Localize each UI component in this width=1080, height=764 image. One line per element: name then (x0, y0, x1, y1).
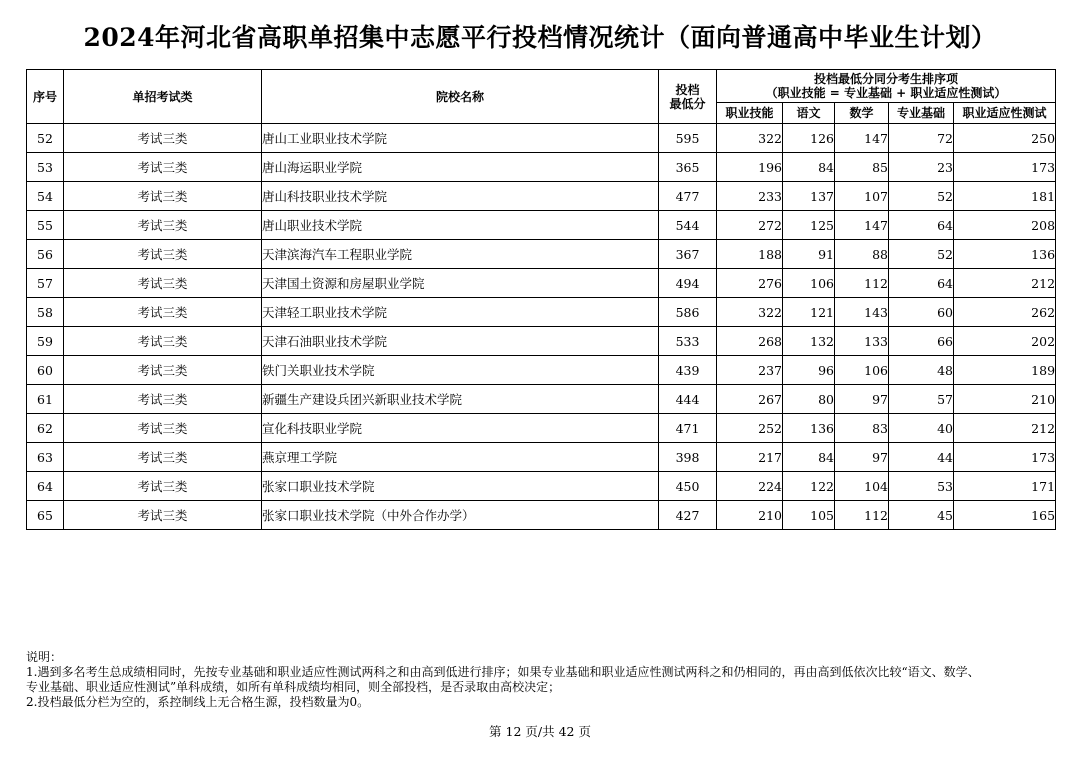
header-tie-group (717, 70, 1056, 103)
cell-base: 72 (889, 124, 954, 153)
cell-aptitude: 189 (954, 356, 1056, 385)
cell-aptitude: 173 (954, 443, 1056, 472)
header-math: 数学 (835, 103, 889, 124)
cell-chinese: 122 (783, 472, 835, 501)
cell-min-score: 586 (659, 298, 717, 327)
cell-math: 106 (835, 356, 889, 385)
cell-min-score: 595 (659, 124, 717, 153)
table-row (27, 327, 1056, 356)
cell-aptitude: 136 (954, 240, 1056, 269)
cell-min-score: 494 (659, 269, 717, 298)
table-row (27, 414, 1056, 443)
cell-category: 考试三类 (64, 153, 262, 182)
cell-min-score: 444 (659, 385, 717, 414)
cell-chinese: 91 (783, 240, 835, 269)
cell-skill: 237 (717, 356, 783, 385)
cell-school: 天津轻工职业技术学院 (262, 298, 659, 327)
cell-seq: 53 (27, 153, 64, 182)
cell-school: 燕京理工学院 (262, 443, 659, 472)
cell-base: 45 (889, 501, 954, 530)
table-row (27, 472, 1056, 501)
header-base: 专业基础 (889, 103, 954, 124)
cell-seq: 60 (27, 356, 64, 385)
cell-chinese: 96 (783, 356, 835, 385)
cell-aptitude: 181 (954, 182, 1056, 211)
notes (26, 650, 1056, 710)
table-row (27, 182, 1056, 211)
cell-seq: 61 (27, 385, 64, 414)
cell-chinese: 106 (783, 269, 835, 298)
header-school: 院校名称 (262, 70, 659, 124)
cell-base: 40 (889, 414, 954, 443)
cell-base: 64 (889, 269, 954, 298)
cell-base: 57 (889, 385, 954, 414)
cell-skill: 272 (717, 211, 783, 240)
cell-min-score: 398 (659, 443, 717, 472)
cell-seq: 62 (27, 414, 64, 443)
cell-min-score: 365 (659, 153, 717, 182)
cell-base: 52 (889, 240, 954, 269)
cell-base: 64 (889, 211, 954, 240)
cell-chinese: 136 (783, 414, 835, 443)
cell-skill: 322 (717, 124, 783, 153)
cell-seq: 64 (27, 472, 64, 501)
cell-category: 考试三类 (64, 356, 262, 385)
cell-category: 考试三类 (64, 298, 262, 327)
cell-school: 唐山工业职业技术学院 (262, 124, 659, 153)
cell-aptitude: 208 (954, 211, 1056, 240)
cell-base: 44 (889, 443, 954, 472)
cell-min-score: 367 (659, 240, 717, 269)
cell-chinese: 126 (783, 124, 835, 153)
cell-min-score: 533 (659, 327, 717, 356)
cell-school: 唐山科技职业技术学院 (262, 182, 659, 211)
notes-heading: 说明： (26, 650, 63, 664)
notes-line-1: 1.遇到多名考生总成绩相同时，先按专业基础和职业适应性测试两科之和由高到低进行排序；如果专业基础和职业适应性测试两科之和仍相同的，再由高到低依次比较“语文、数学、 (26, 665, 980, 679)
cell-math: 147 (835, 124, 889, 153)
table-row (27, 269, 1056, 298)
cell-school: 新疆生产建设兵团兴新职业技术学院 (262, 385, 659, 414)
cell-chinese: 84 (783, 153, 835, 182)
cell-math: 83 (835, 414, 889, 443)
cell-base: 53 (889, 472, 954, 501)
cell-aptitude: 165 (954, 501, 1056, 530)
cell-base: 48 (889, 356, 954, 385)
cell-chinese: 137 (783, 182, 835, 211)
header-tie-group-line2: （职业技能 = 专业基础 + 职业适应性测试） (765, 86, 1007, 100)
cell-seq: 58 (27, 298, 64, 327)
cell-aptitude: 250 (954, 124, 1056, 153)
cell-skill: 276 (717, 269, 783, 298)
cell-seq: 63 (27, 443, 64, 472)
cell-category: 考试三类 (64, 182, 262, 211)
cell-seq: 56 (27, 240, 64, 269)
cell-category: 考试三类 (64, 385, 262, 414)
table-row (27, 153, 1056, 182)
cell-math: 97 (835, 443, 889, 472)
cell-school: 张家口职业技术学院（中外合作办学） (262, 501, 659, 530)
cell-min-score: 471 (659, 414, 717, 443)
cell-category: 考试三类 (64, 443, 262, 472)
header-chinese: 语文 (783, 103, 835, 124)
cell-school: 铁门关职业技术学院 (262, 356, 659, 385)
header-min-score: 投档 最低分 (659, 70, 717, 124)
cell-chinese: 121 (783, 298, 835, 327)
cell-math: 85 (835, 153, 889, 182)
header-aptitude: 职业适应性测试 (954, 103, 1056, 124)
cell-aptitude: 212 (954, 414, 1056, 443)
page-footer: 第 12 页/共 42 页 (489, 724, 591, 739)
cell-seq: 55 (27, 211, 64, 240)
cell-school: 唐山海运职业学院 (262, 153, 659, 182)
cell-math: 112 (835, 269, 889, 298)
header-seq: 序号 (27, 70, 64, 124)
table-row (27, 501, 1056, 530)
cell-math: 97 (835, 385, 889, 414)
cell-chinese: 80 (783, 385, 835, 414)
cell-skill: 268 (717, 327, 783, 356)
cell-skill: 233 (717, 182, 783, 211)
cell-seq: 57 (27, 269, 64, 298)
cell-min-score: 544 (659, 211, 717, 240)
cell-skill: 188 (717, 240, 783, 269)
table-row (27, 298, 1056, 327)
cell-chinese: 132 (783, 327, 835, 356)
cell-category: 考试三类 (64, 240, 262, 269)
cell-skill: 217 (717, 443, 783, 472)
cell-skill: 210 (717, 501, 783, 530)
cell-category: 考试三类 (64, 501, 262, 530)
cell-aptitude: 262 (954, 298, 1056, 327)
notes-line-3: 2.投档最低分栏为空的，系控制线上无合格生源，投档数量为0。 (26, 695, 370, 709)
cell-school: 天津国土资源和房屋职业学院 (262, 269, 659, 298)
cell-school: 唐山职业技术学院 (262, 211, 659, 240)
cell-base: 23 (889, 153, 954, 182)
cell-seq: 59 (27, 327, 64, 356)
cell-school: 张家口职业技术学院 (262, 472, 659, 501)
cell-school: 宣化科技职业学院 (262, 414, 659, 443)
cell-math: 88 (835, 240, 889, 269)
cell-school: 天津石油职业技术学院 (262, 327, 659, 356)
cell-skill: 322 (717, 298, 783, 327)
cell-seq: 54 (27, 182, 64, 211)
cell-min-score: 427 (659, 501, 717, 530)
cell-seq: 65 (27, 501, 64, 530)
cell-chinese: 125 (783, 211, 835, 240)
cell-aptitude: 202 (954, 327, 1056, 356)
cell-math: 107 (835, 182, 889, 211)
cell-chinese: 84 (783, 443, 835, 472)
cell-skill: 224 (717, 472, 783, 501)
cell-math: 133 (835, 327, 889, 356)
header-skill: 职业技能 (717, 103, 783, 124)
table-row (27, 240, 1056, 269)
header-category: 单招考试类 (64, 70, 262, 124)
cell-aptitude: 173 (954, 153, 1056, 182)
table-row (27, 356, 1056, 385)
cell-skill: 267 (717, 385, 783, 414)
table-row (27, 443, 1056, 472)
admission-table (26, 69, 1056, 530)
cell-category: 考试三类 (64, 414, 262, 443)
cell-school: 天津滨海汽车工程职业学院 (262, 240, 659, 269)
header-tie-group-line1: 投档最低分同分考生排序项 (814, 72, 959, 86)
cell-seq: 52 (27, 124, 64, 153)
table-row (27, 385, 1056, 414)
cell-math: 143 (835, 298, 889, 327)
table-row (27, 211, 1056, 240)
cell-aptitude: 210 (954, 385, 1056, 414)
cell-chinese: 105 (783, 501, 835, 530)
cell-min-score: 450 (659, 472, 717, 501)
cell-aptitude: 212 (954, 269, 1056, 298)
cell-base: 66 (889, 327, 954, 356)
cell-min-score: 477 (659, 182, 717, 211)
cell-base: 60 (889, 298, 954, 327)
cell-math: 147 (835, 211, 889, 240)
cell-base: 52 (889, 182, 954, 211)
cell-skill: 252 (717, 414, 783, 443)
cell-category: 考试三类 (64, 211, 262, 240)
cell-category: 考试三类 (64, 269, 262, 298)
cell-category: 考试三类 (64, 472, 262, 501)
cell-category: 考试三类 (64, 327, 262, 356)
cell-math: 112 (835, 501, 889, 530)
cell-min-score: 439 (659, 356, 717, 385)
notes-line-2: 专业基础、职业适应性测试”单科成绩，如所有单科成绩均相同，则全部投档，是否录取由高校决定； (26, 680, 561, 694)
cell-math: 104 (835, 472, 889, 501)
cell-category: 考试三类 (64, 124, 262, 153)
page-title: 2024年河北省高职单招集中志愿平行投档情况统计（面向普通高中毕业生计划） (83, 23, 997, 52)
table-row (27, 124, 1056, 153)
cell-skill: 196 (717, 153, 783, 182)
cell-aptitude: 171 (954, 472, 1056, 501)
table-body (27, 124, 1056, 530)
